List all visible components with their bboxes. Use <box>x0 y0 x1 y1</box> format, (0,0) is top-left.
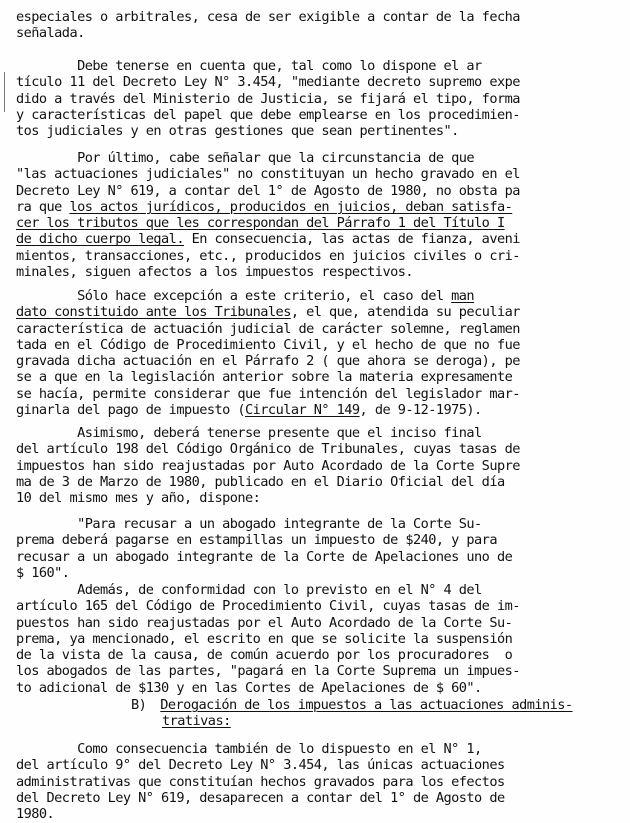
text-line: característica de actuación judicial de carácter solemne, reglamen <box>16 320 520 337</box>
text-line: administrativas que constituían hechos gravados para los efectos <box>16 773 505 790</box>
text-line: impuestos han sido reajustadas por Auto Acordado de la Corte Supre <box>16 457 520 474</box>
text-line <box>16 288 628 304</box>
text-line <box>16 199 628 215</box>
text-line: 10 del mismo mes y año, dispone: <box>16 490 261 507</box>
text-line: $ 160". <box>16 564 70 581</box>
paragraph-0 <box>16 9 628 42</box>
text-run: ginarla del pago de impuesto ( <box>16 402 246 419</box>
text-line <box>16 713 628 729</box>
text-line: prema deberá pagarse en estampillas un impuesto de $240, y para <box>16 532 497 549</box>
text-line: recusar a un abogado integrante de la Corte de Apelaciones uno de <box>16 548 513 565</box>
text-line <box>16 215 628 231</box>
underlined-text: los actos jurídicos, producidos en juicios, deban satisfa- <box>69 198 513 215</box>
underlined-text: de dicho cuerpo legal. <box>16 231 184 248</box>
underlined-text: Circular N° 149 <box>245 402 360 419</box>
text-line: de la vista de la causa, de común acuerdo por los procuradores o <box>16 647 513 664</box>
text-line: mientos, transacciones, etc., producidos en juicios civiles o cri- <box>16 247 520 264</box>
text-line: Por último, cabe señalar que la circunstancia de que <box>16 150 475 166</box>
text-run: ra que <box>16 198 70 215</box>
paragraph-6 <box>16 582 628 696</box>
text-line: 1980. <box>16 806 55 823</box>
section-title: trativas: <box>162 713 231 730</box>
section-title: Derogación de los impuestos a las actuaciones adminis- <box>160 697 573 713</box>
text-run: , de 9-12-1975). <box>359 402 482 419</box>
text-line: del artículo 198 del Código Orgánico de Tribunales, cuyas tasas de <box>16 441 520 458</box>
text-line: "Para recusar a un abogado integrante de la Corte Su- <box>16 516 482 532</box>
margin-mark <box>4 72 5 112</box>
section-label: B) <box>131 697 147 713</box>
underlined-text: cer los tributos que les correspondan del Párrafo 1 del Título I <box>16 215 505 232</box>
text-run: En consecuencia, las actas de fianza, aveni <box>183 231 520 248</box>
text-line: artículo 165 del Código de Procedimiento Civil, cuyas tasas de im- <box>16 598 520 615</box>
text-line: ma de 3 de Marzo de 1980, publicado en el Diario Oficial del día <box>16 473 505 490</box>
section-b-heading <box>16 697 628 730</box>
text-line: se hacía, permite considerar que fue intención del legislador mar- <box>16 385 520 402</box>
text-line: Además, de conformidad con lo previsto en el N° 4 del <box>16 582 482 598</box>
text-line: del artículo 9° del Decreto Ley N° 3.454, las únicas actuaciones <box>16 757 505 774</box>
text-line: minales, siguen afectos a los impuestos respectivos. <box>16 264 413 281</box>
text-line: y características del papel que debe emplearse en los procedimien- <box>16 106 520 123</box>
text-line: Asimismo, deberá tenerse presente que el inciso final <box>16 425 482 441</box>
paragraph-4 <box>16 425 628 506</box>
text-line <box>16 304 628 320</box>
text-run: , el que, atendida su peculiar <box>290 304 520 321</box>
text-line: tada en el Código de Procedimiento Civil, y el hecho de que no fue <box>16 336 520 353</box>
text-line: se a que en la legislación anterior sobre la materia expresamente <box>16 369 513 386</box>
underlined-text: man <box>451 288 475 304</box>
text-line: prema, ya mencionado, el escrito en que se solicite la suspensión <box>16 630 513 647</box>
text-line: señalada. <box>16 25 85 42</box>
paragraph-1 <box>16 58 628 139</box>
text-line: puestos han sido reajustadas por el Auto Acordado de la Corte Su- <box>16 614 513 631</box>
paragraph-3 <box>16 288 628 418</box>
text-line: Como consecuencia también de lo dispuesto en el N° 1, <box>16 741 482 757</box>
text-line <box>16 402 628 418</box>
paragraph-2 <box>16 150 628 280</box>
text-line: tículo 11 del Decreto Ley N° 3.454, "mediante decreto supremo expe <box>16 74 520 91</box>
text-line: to adicional de $130 y en las Cortes de Apelaciones de $ 60". <box>16 679 482 696</box>
text-line: dido a través del Ministerio de Justicia, se fijará el tipo, forma <box>16 90 520 107</box>
text-line: "las actuaciones judiciales" no constituyan un hecho gravado en el <box>16 166 520 183</box>
underlined-text: dato constituido ante los Tribunales <box>16 304 291 321</box>
text-line: Decreto Ley N° 619, a contar del 1° de Agosto de 1980, no obsta pa <box>16 182 520 199</box>
text-line <box>16 697 628 713</box>
text-line: especiales o arbitrales, cesa de ser exigible a contar de la fecha <box>16 9 520 25</box>
text-line: Debe tenerse en cuenta que, tal como lo dispone el ar <box>16 58 482 74</box>
text-line: tos judiciales y en otras gestiones que sean pertinentes". <box>16 123 459 140</box>
text-line: los abogados de las partes, "pagará en la Corte Suprema un impues- <box>16 663 520 680</box>
paragraph-7 <box>16 741 628 822</box>
text-line: gravada dicha actuación en el Párrafo 2 ( que ahora se deroga), pe <box>16 353 520 370</box>
paragraph-5 <box>16 516 628 581</box>
text-run: Sólo hace excepción a este criterio, el caso del <box>16 288 452 304</box>
text-line <box>16 231 628 247</box>
text-line: del Decreto Ley N° 619, desaparecen a contar del 1° de Agosto de <box>16 789 505 806</box>
